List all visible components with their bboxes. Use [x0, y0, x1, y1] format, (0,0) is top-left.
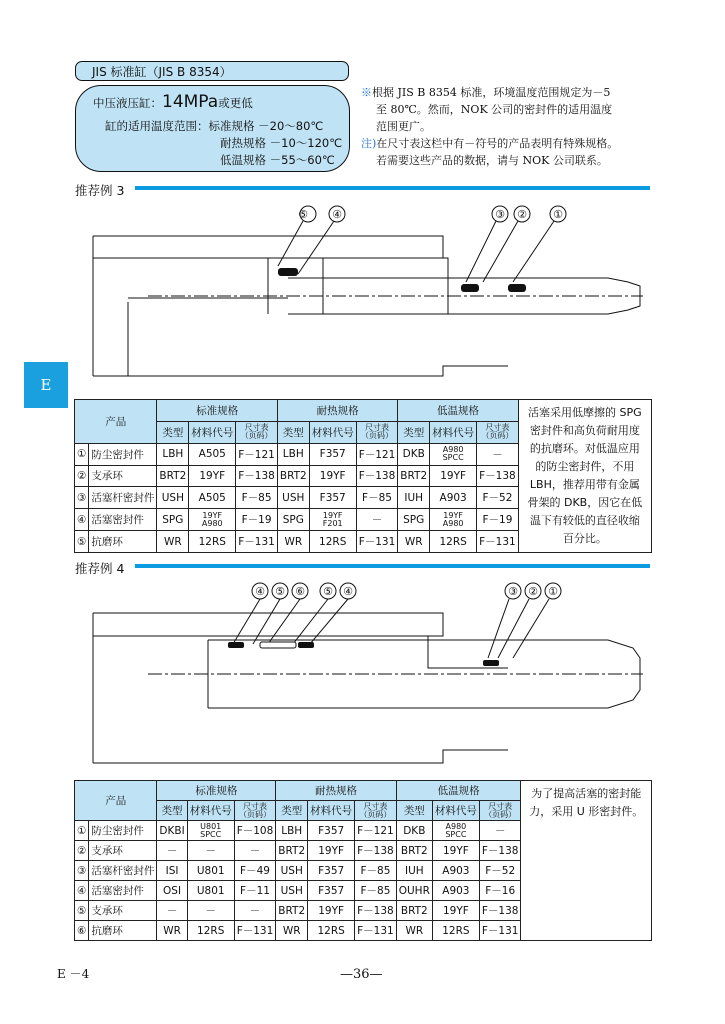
table-row: ③ 活塞杆密封件 ISI U801 F－49 USH F357 F－85 IUH A903 F－52 — [75, 861, 652, 881]
notes: ※根据 JIS B 8354 标准，环境温度范围规定为－5 至 80℃。然而，NOK 公司的密封件的适用温度 范围更广。 注)在尺寸表这栏中有－符号的产品表明有特殊规格。 若需要这些产品的数据，请与 NOK 公司联系。 — [361, 86, 619, 167]
svg-text:⑤: ⑤ — [323, 585, 333, 598]
table-row: ① 防尘密封件 LBH A505 F－121 LBH F357 F－121 DKB A980 SPCC － — [75, 443, 652, 465]
svg-text:②: ② — [517, 208, 527, 221]
table-row: ① 防尘密封件 DKBI U801 SPCC F－108 LBH F357 F－121 DKB A980 SPCC － — [75, 821, 652, 841]
example4-note: 为了提高活塞的密封能力，采用 U 形密封件。 — [521, 781, 652, 941]
svg-text:②: ② — [528, 585, 538, 598]
svg-text:③: ③ — [508, 585, 518, 598]
section-title: JIS 标准缸（JIS B 8354） — [75, 61, 349, 81]
pressure-line: 中压液压缸：14MPa或更低 — [93, 92, 253, 112]
temp-low: 低温规格 －55～60℃ — [220, 153, 335, 167]
example4-table: 产品 标准规格 耐热规格 低温规格 为了提高活塞的密封能力，采用 U 形密封件。 类型 材料代号 尺寸表 （页码） 类型 材料代号 尺寸表 （页码） 类型 材料代号 尺寸表 （页码） ① 防尘密封件 DKBI U801 SPCC F－108 LBH F357 F－121 DKB A980 SPCC － ② 支承环 － － － BRT2 19YF F－138 BRT2 19YF F－138 ③ 活塞杆密封件 ISI U801 F－49 USH F357 F－85 IUH A903 F－52 ④ 活塞密封件 OSI U801 F－11 USH F357 F－85 OUHR A903 F－16 ⑤ 支承环 － － － BRT2 19YF F－138 BRT2 19YF F－138 ⑥ 抗磨环 WR 12RS F－131 WR 12RS F－131 WR 12RS F－131 — [74, 780, 652, 941]
pressure-info-box — [75, 85, 350, 172]
footer-page-number: —36— — [340, 967, 383, 982]
table-row: ② 支承环 BRT2 19YF F－138 BRT2 19YF F－138 BRT2 19YF F－138 — [75, 465, 652, 487]
table-row: ⑤ 抗磨环 WR 12RS F－131 WR 12RS F－131 WR 12RS F－131 — [75, 531, 652, 553]
product-header: 产品 — [75, 400, 157, 444]
svg-text:①: ① — [548, 585, 558, 598]
section-tab-e: E — [24, 362, 68, 408]
example3-heading: 推荐例 3 — [75, 183, 125, 198]
table-row: ④ 活塞密封件 SPG 19YF A980 F－19 SPG 19YF F201 － SPG 19YF A980 F－19 — [75, 509, 652, 531]
temp-standard: 缸的适用温度范围：标准规格 －20～80℃ — [105, 119, 324, 133]
svg-text:⑤: ⑤ — [298, 208, 308, 221]
table-row: ⑥ 抗磨环 WR 12RS F－131 WR 12RS F－131 WR 12RS F－131 — [75, 921, 652, 941]
cylinder-drawing-3 — [88, 198, 653, 386]
example3-note: 活塞采用低摩擦的 SPG 密封件和高负荷耐用度的抗磨环。对低温应用的防尘密封件，不用 LBH，推荐用带有金属骨架的 DKB，因它在低温下有较低的直径收缩百分比。 — [518, 400, 651, 553]
table-row: ⑤ 支承环 － － － BRT2 19YF F－138 BRT2 19YF F－138 — [75, 901, 652, 921]
svg-text:⑥: ⑥ — [295, 585, 305, 598]
temp-heat: 耐热规格 －10～120℃ — [220, 136, 343, 150]
example3-bar — [135, 186, 650, 190]
svg-text:①: ① — [553, 208, 563, 221]
cylinder-drawing-4 — [88, 578, 653, 768]
svg-text:⑤: ⑤ — [275, 585, 285, 598]
example4-bar — [135, 564, 650, 568]
svg-text:④: ④ — [255, 585, 265, 598]
footer-section-page: E －4 — [57, 967, 90, 981]
table-row: ② 支承环 － － － BRT2 19YF F－138 BRT2 19YF F－138 — [75, 841, 652, 861]
table-row: ④ 活塞密封件 OSI U801 F－11 USH F357 F－85 OUHR A903 F－16 — [75, 881, 652, 901]
example3-table: 产品 标准规格 耐热规格 低温规格 活塞采用低摩擦的 SPG 密封件和高负荷耐用度的抗磨环。对低温应用的防尘密封件，不用 LBH，推荐用带有金属骨架的 DKB，因它在低温下有较低的直径收缩百分比。 类型 材料代号 尺寸表 （页码） 类型 材料代号 尺寸表 （页码） 类型 材料代号 尺寸表 （页码） ① 防尘密封件 LBH A505 F－121 LBH F357 F－121 DKB A980 SPCC － ② 支承环 BRT2 19YF F－138 BRT2 19YF F－138 BRT2 19YF F－138 ③ 活塞杆密封件 USH A505 F－85 USH F357 F－85 IUH A903 F－52 ④ 活塞密封件 SPG 19YF A980 F－19 SPG 19YF F201 － SPG 19YF A980 F－19 ⑤ 抗磨环 WR 12RS F－131 WR 12RS F－131 WR 12RS F－131 — [74, 399, 652, 553]
example4-heading: 推荐例 4 — [75, 561, 125, 576]
svg-text:④: ④ — [343, 585, 353, 598]
svg-text:④: ④ — [332, 208, 342, 221]
svg-text:③: ③ — [495, 208, 505, 221]
table-row: ③ 活塞杆密封件 USH A505 F－85 USH F357 F－85 IUH A903 F－52 — [75, 487, 652, 509]
